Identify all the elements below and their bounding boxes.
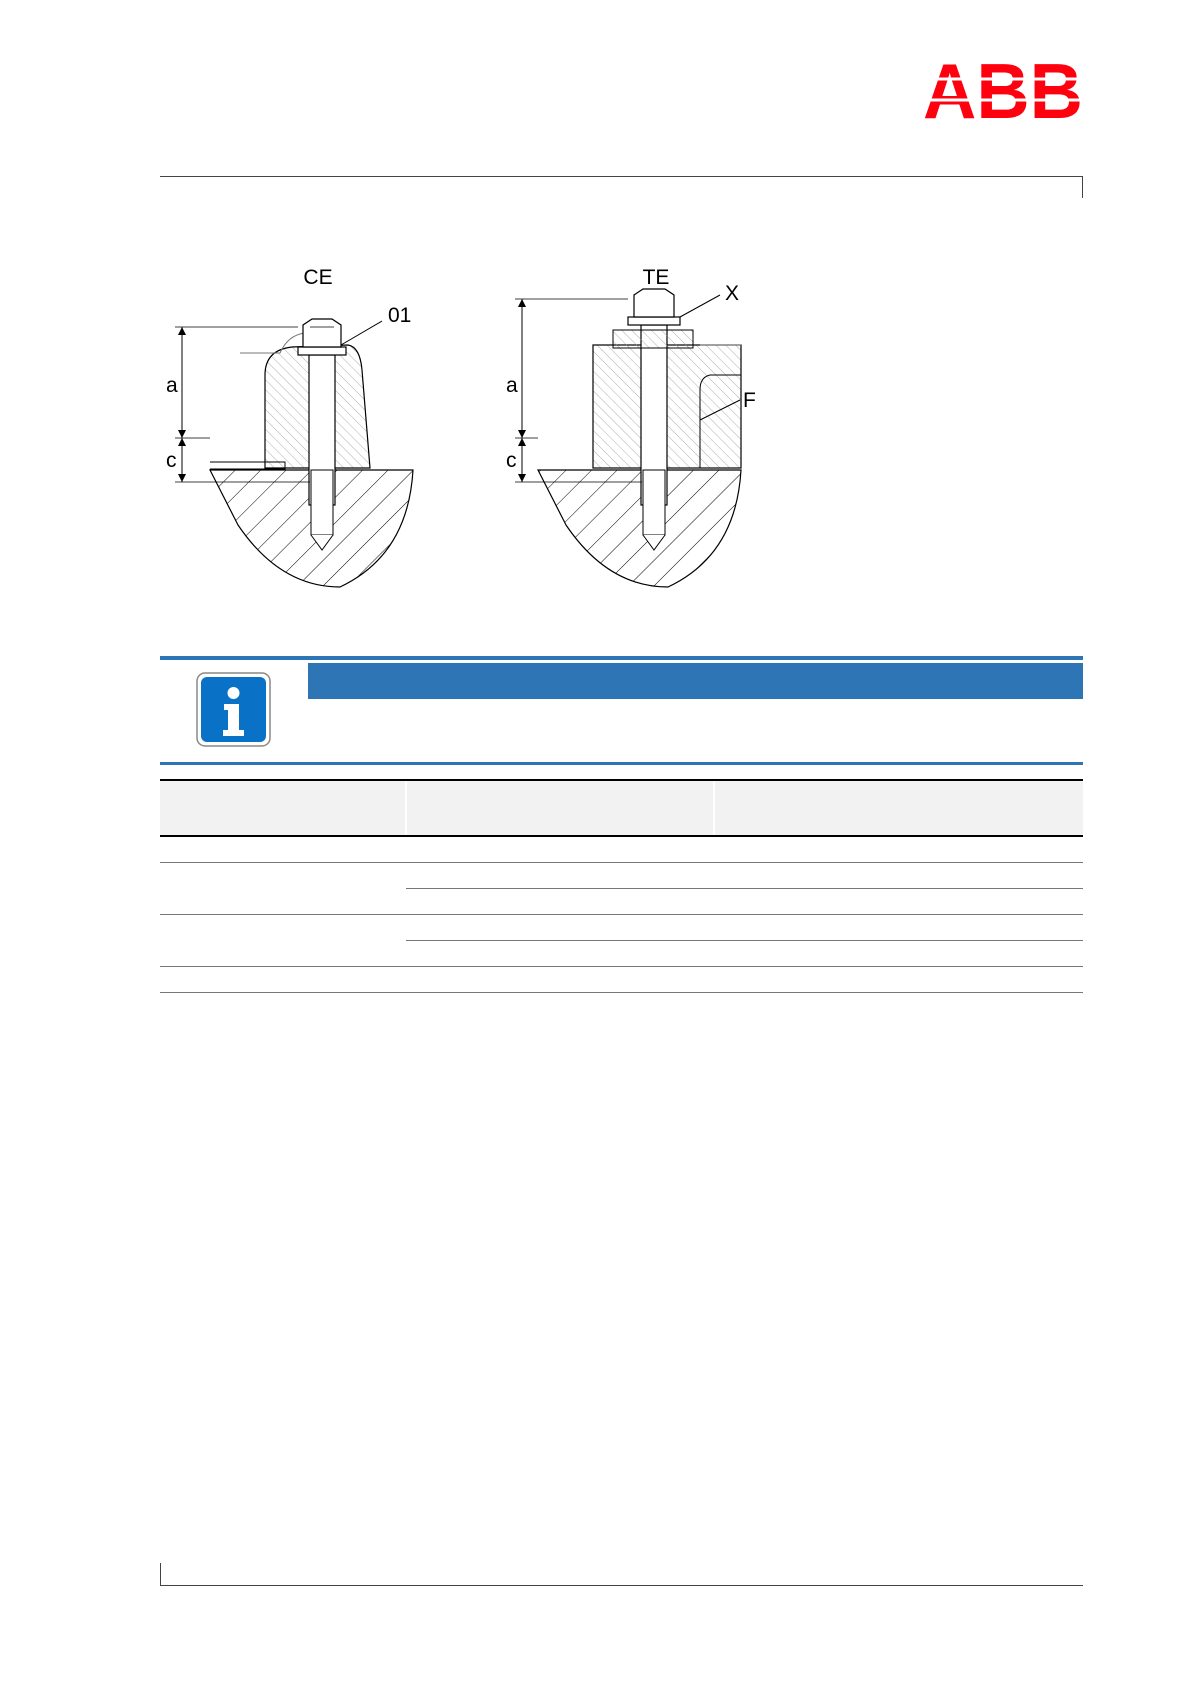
te-bolt-thread [643,470,665,535]
table-cell [714,967,1083,993]
table-cell [160,967,406,993]
notice-top-rule [160,656,1083,660]
table-header-cell [160,780,406,836]
notice-bottom-rule [160,762,1083,765]
ce-bolt-head [303,319,341,347]
abb-logo [923,47,1083,135]
ce-dim-a: a [166,374,178,397]
info-icon [196,672,271,747]
footer-rule [160,1585,1083,1586]
notice-title-band [308,663,1083,699]
table-cell [406,967,714,993]
table-cell [160,863,406,915]
logo-text: ABB [923,47,1083,135]
te-view [506,266,756,587]
ce-view [166,266,413,587]
table-cell [406,889,714,915]
table-cell [714,889,1083,915]
table-row [160,915,1083,941]
ce-label: CE [303,266,333,289]
table-row [160,967,1083,993]
te-bolt-head [634,289,674,317]
te-callout-x: X [725,282,740,305]
te-label: TE [642,266,670,289]
ce-bolt-thread [311,470,333,535]
te-washer [628,317,680,325]
te-dim-c: c [506,449,517,472]
table-cell [714,863,1083,889]
table-row [160,836,1083,863]
te-base [538,470,741,587]
ce-washer [298,347,346,355]
te-dim-a: a [506,374,518,397]
table-header-cell [406,780,714,836]
header-tick [1082,176,1083,198]
te-callout-f: F [743,389,756,412]
table-row [160,863,1083,889]
ce-dim-c: c [166,449,177,472]
te-shim-pack [613,330,693,348]
table-cell [406,863,714,889]
table-cell [714,915,1083,941]
table-cell [406,836,714,863]
table-cell [406,941,714,967]
table-header-cell [714,780,1083,836]
spec-table [160,779,1083,993]
table-cell [406,915,714,941]
header-rule [160,176,1083,177]
footer-tick [160,1563,161,1585]
table-cell [714,836,1083,863]
table-cell [714,941,1083,967]
ce-callout-01: 01 [388,304,412,327]
table-header-row [160,780,1083,836]
bolt-section-figure [166,255,770,600]
table-cell [160,836,406,863]
table-cell [160,915,406,967]
